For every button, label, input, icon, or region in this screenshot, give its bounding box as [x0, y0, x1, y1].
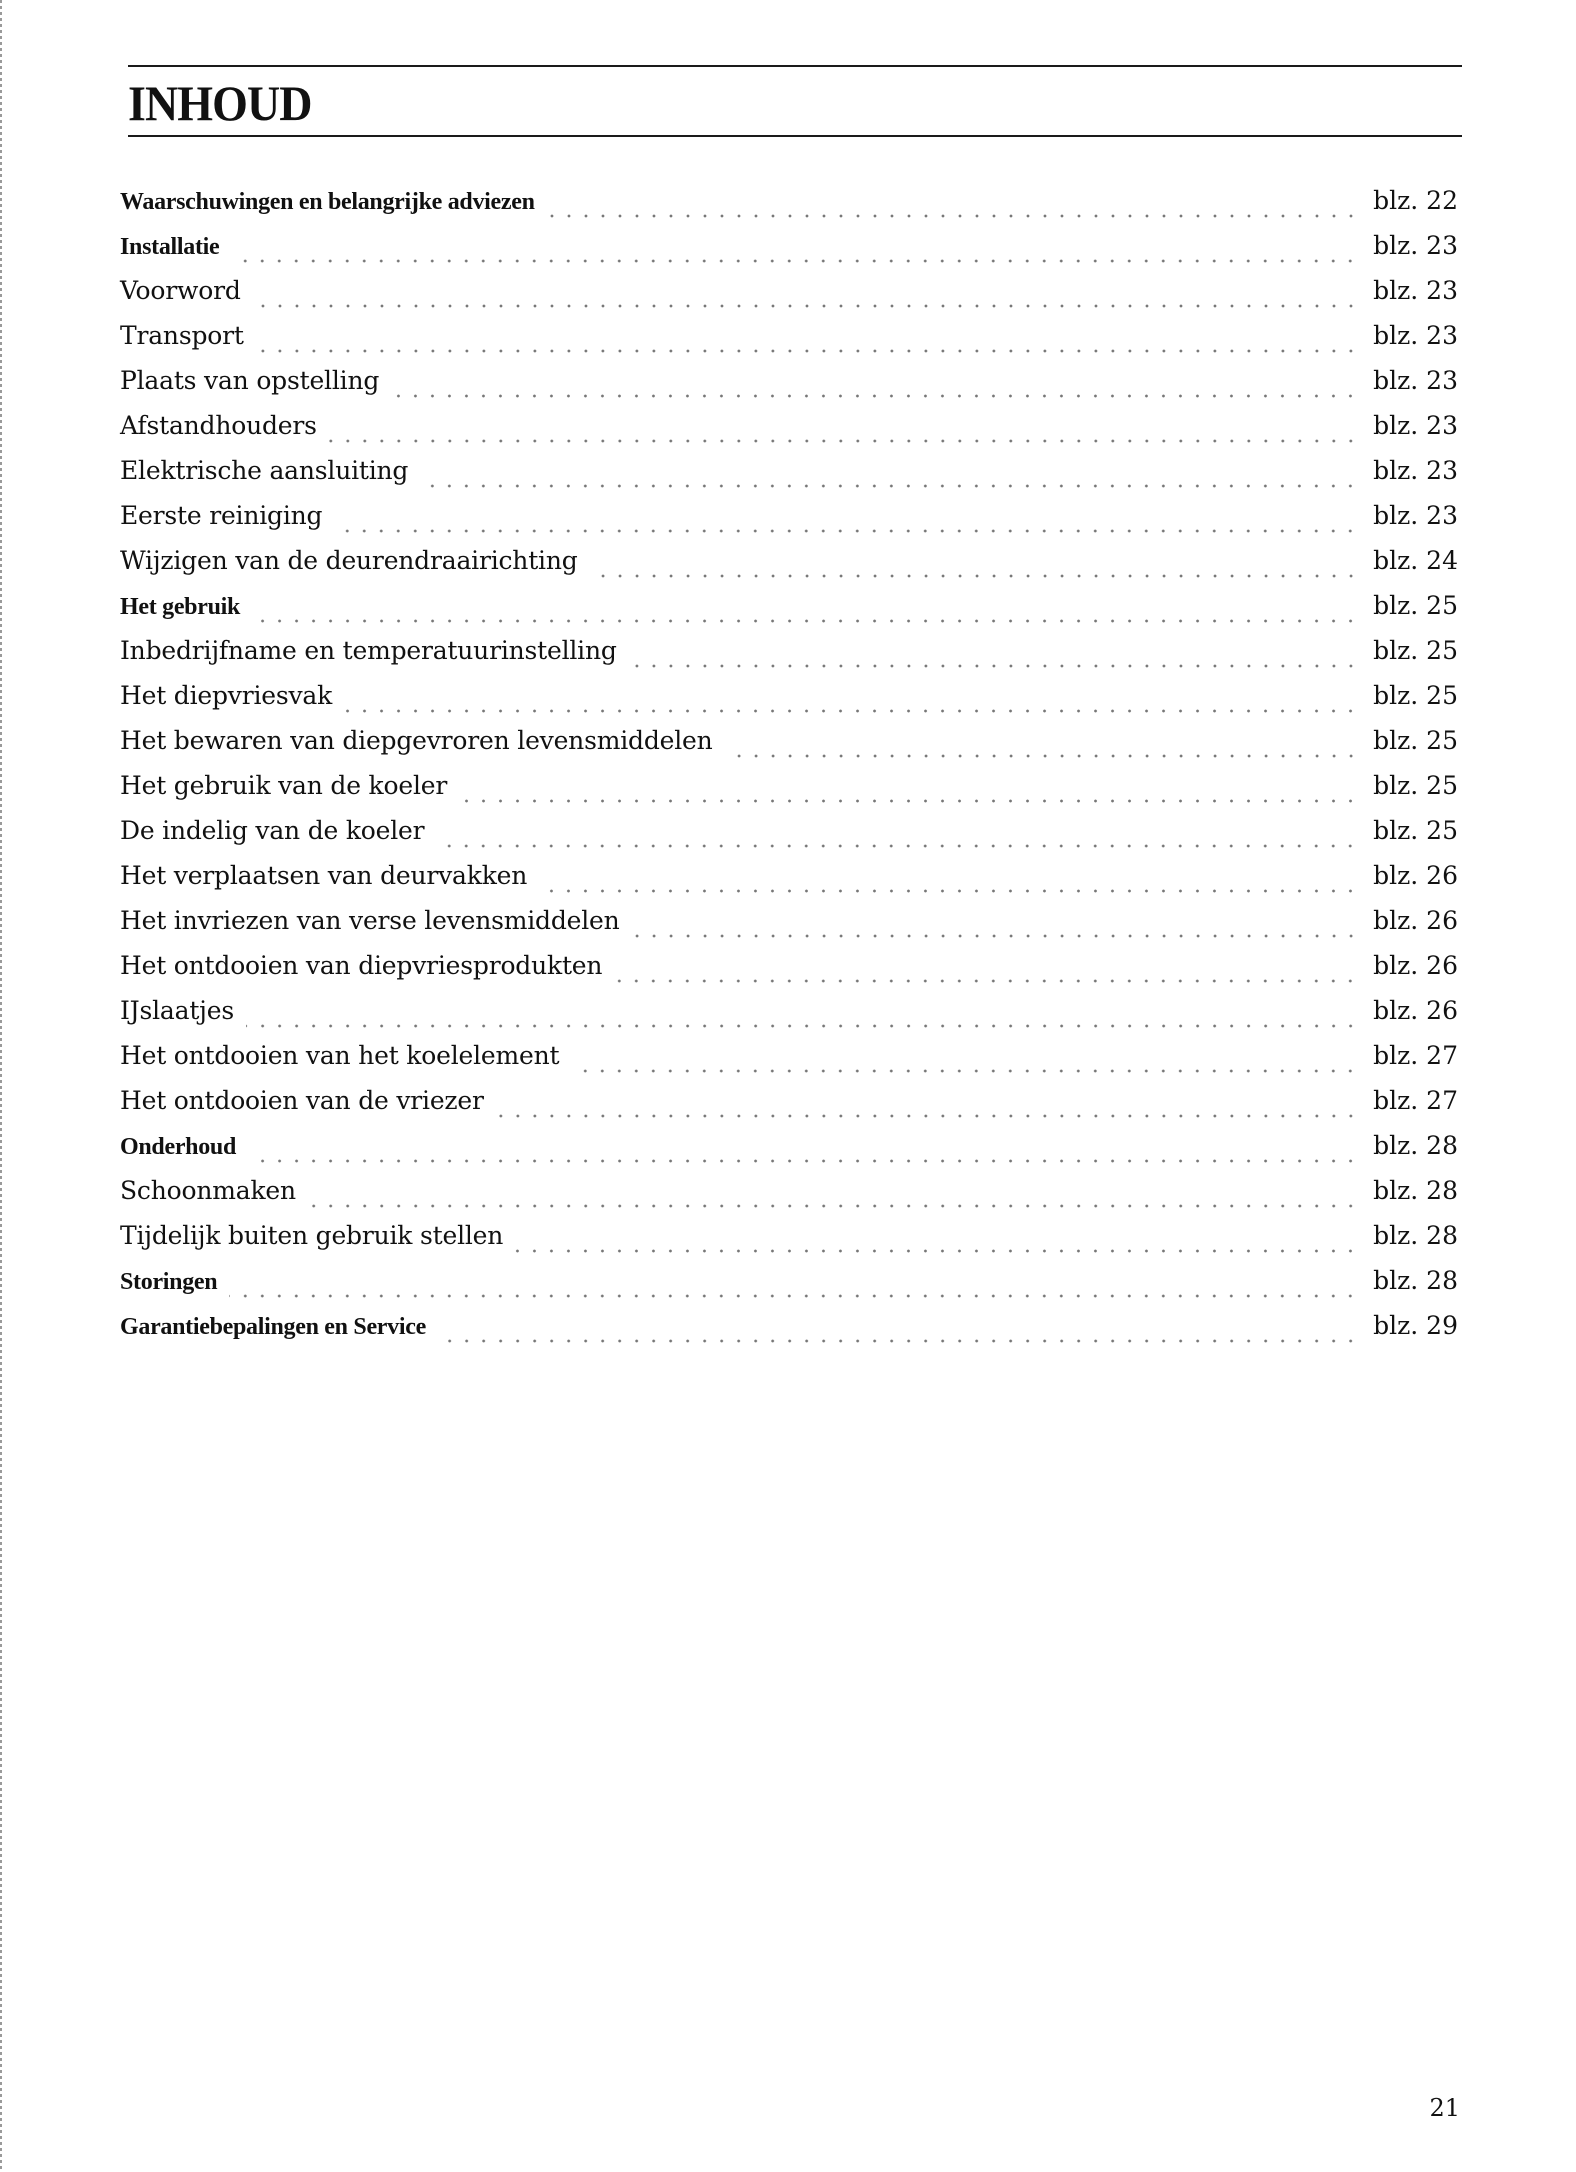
dot-leader	[344, 706, 1359, 716]
toc-entry-page: blz. 29	[1373, 1311, 1458, 1340]
toc-section-entry	[120, 1266, 1458, 1311]
toc-entry-label: Transport	[120, 321, 244, 350]
dot-leader	[629, 661, 1359, 671]
toc-entry-label: Plaats van opstelling	[120, 366, 380, 395]
toc-entry	[120, 276, 1458, 321]
toc-entry-label: Eerste reiniging	[120, 501, 323, 530]
toc-entry	[120, 456, 1458, 501]
toc-entry-page: blz. 26	[1373, 906, 1458, 935]
header-rule-top	[128, 65, 1462, 67]
toc-entry-page: blz. 26	[1373, 996, 1458, 1025]
toc-entry	[120, 321, 1458, 366]
toc-section-entry	[120, 186, 1458, 231]
toc-entry-label: Het ontdooien van de vriezer	[120, 1086, 484, 1115]
toc-entry-label: Het bewaren van diepgevroren levensmiddelen	[120, 726, 713, 755]
dot-leader	[539, 886, 1359, 896]
toc-entry	[120, 861, 1458, 906]
dot-leader	[571, 1066, 1359, 1076]
dot-leader	[231, 256, 1359, 266]
dot-leader	[253, 301, 1359, 311]
toc-entry-label: Storingen	[120, 1269, 218, 1295]
toc-entry-label: Het gebruik van de koeler	[120, 771, 448, 800]
toc-entry	[120, 501, 1458, 546]
toc-entry-page: blz. 24	[1373, 546, 1458, 575]
toc-entry-label: Het diepvriesvak	[120, 681, 333, 710]
dot-leader	[496, 1111, 1359, 1121]
toc-entry	[120, 366, 1458, 411]
toc-entry	[120, 1221, 1458, 1266]
dot-leader	[547, 211, 1359, 221]
dot-leader	[329, 436, 1359, 446]
toc-entry-label: Inbedrijfname en temperatuurinstelling	[120, 636, 617, 665]
toc-entry-page: blz. 25	[1373, 726, 1458, 755]
dot-leader	[256, 346, 1359, 356]
toc-entry-page: blz. 28	[1373, 1131, 1458, 1160]
toc-entry-page: blz. 26	[1373, 951, 1458, 980]
toc-entry-page: blz. 27	[1373, 1041, 1458, 1070]
page-header	[128, 65, 1462, 137]
toc-entry-page: blz. 27	[1373, 1086, 1458, 1115]
dot-leader	[391, 391, 1359, 401]
toc-entry-page: blz. 25	[1373, 681, 1458, 710]
toc-entry-page: blz. 22	[1373, 186, 1458, 215]
dot-leader	[229, 1291, 1359, 1301]
dot-leader	[614, 976, 1359, 986]
toc-entry-label: Het verplaatsen van deurvakken	[120, 861, 528, 890]
toc-entry-label: Installatie	[120, 234, 220, 260]
dot-leader	[438, 1336, 1359, 1346]
toc-entry-page: blz. 25	[1373, 591, 1458, 620]
toc-entry-label: IJslaatjes	[120, 996, 234, 1025]
toc-entry	[120, 681, 1458, 726]
toc-entry	[120, 411, 1458, 456]
toc-entry-label: Het invriezen van verse levensmiddelen	[120, 906, 620, 935]
page-edge	[0, 0, 2, 2172]
toc-entry	[120, 1086, 1458, 1131]
toc-section-entry	[120, 1311, 1458, 1356]
toc-entry-label: Het gebruik	[120, 594, 241, 620]
toc-entry-page: blz. 25	[1373, 636, 1458, 665]
toc-entry-page: blz. 23	[1373, 231, 1458, 260]
toc-entry	[120, 636, 1458, 681]
toc-entry	[120, 816, 1458, 861]
table-of-contents	[120, 186, 1458, 1356]
dot-leader	[308, 1201, 1359, 1211]
dot-leader	[248, 1156, 1359, 1166]
toc-section-entry	[120, 231, 1458, 276]
toc-entry	[120, 906, 1458, 951]
toc-entry-page: blz. 28	[1373, 1176, 1458, 1205]
dot-leader	[590, 571, 1360, 581]
toc-entry-page: blz. 23	[1373, 411, 1458, 440]
dot-leader	[420, 481, 1359, 491]
dot-leader	[252, 616, 1359, 626]
dot-leader	[725, 751, 1360, 761]
toc-entry-label: Elektrische aansluiting	[120, 456, 409, 485]
page-title: INHOUD	[128, 75, 312, 131]
toc-entry-page: blz. 28	[1373, 1221, 1458, 1250]
toc-entry	[120, 546, 1458, 591]
page-number: 21	[1429, 2094, 1460, 2122]
dot-leader	[515, 1246, 1359, 1256]
dot-leader	[436, 841, 1359, 851]
dot-leader	[459, 796, 1359, 806]
toc-entry	[120, 1176, 1458, 1221]
toc-entry-label: Schoonmaken	[120, 1176, 296, 1205]
toc-entry-label: De indelig van de koeler	[120, 816, 425, 845]
toc-entry-label: Het ontdooien van diepvriesprodukten	[120, 951, 603, 980]
toc-entry-label: Onderhoud	[120, 1134, 237, 1160]
toc-entry-label: Afstandhouders	[120, 411, 317, 440]
toc-entry-page: blz. 28	[1373, 1266, 1458, 1295]
toc-entry-page: blz. 23	[1373, 276, 1458, 305]
toc-entry	[120, 951, 1458, 996]
toc-entry-label: Wijzigen van de deurendraairichting	[120, 546, 578, 575]
dot-leader	[632, 931, 1360, 941]
toc-entry-page: blz. 23	[1373, 501, 1458, 530]
toc-entry-label: Garantiebepalingen en Service	[120, 1314, 426, 1340]
dot-leader	[334, 526, 1359, 536]
toc-entry-label: Voorword	[120, 276, 241, 305]
toc-entry-page: blz. 23	[1373, 321, 1458, 350]
toc-entry-label: Tijdelijk buiten gebruik stellen	[120, 1221, 504, 1250]
toc-entry-page: blz. 25	[1373, 816, 1458, 845]
toc-entry-label: Het ontdooien van het koelelement	[120, 1041, 560, 1070]
toc-section-entry	[120, 1131, 1458, 1176]
toc-entry-page: blz. 26	[1373, 861, 1458, 890]
toc-entry-page: blz. 23	[1373, 456, 1458, 485]
toc-section-entry	[120, 591, 1458, 636]
toc-entry-page: blz. 23	[1373, 366, 1458, 395]
toc-entry	[120, 1041, 1458, 1086]
toc-entry-page: blz. 25	[1373, 771, 1458, 800]
dot-leader	[246, 1021, 1359, 1031]
toc-entry	[120, 726, 1458, 771]
toc-entry-label: Waarschuwingen en belangrijke adviezen	[120, 189, 535, 215]
header-rule-bottom	[128, 135, 1462, 137]
toc-entry	[120, 771, 1458, 816]
toc-entry	[120, 996, 1458, 1041]
